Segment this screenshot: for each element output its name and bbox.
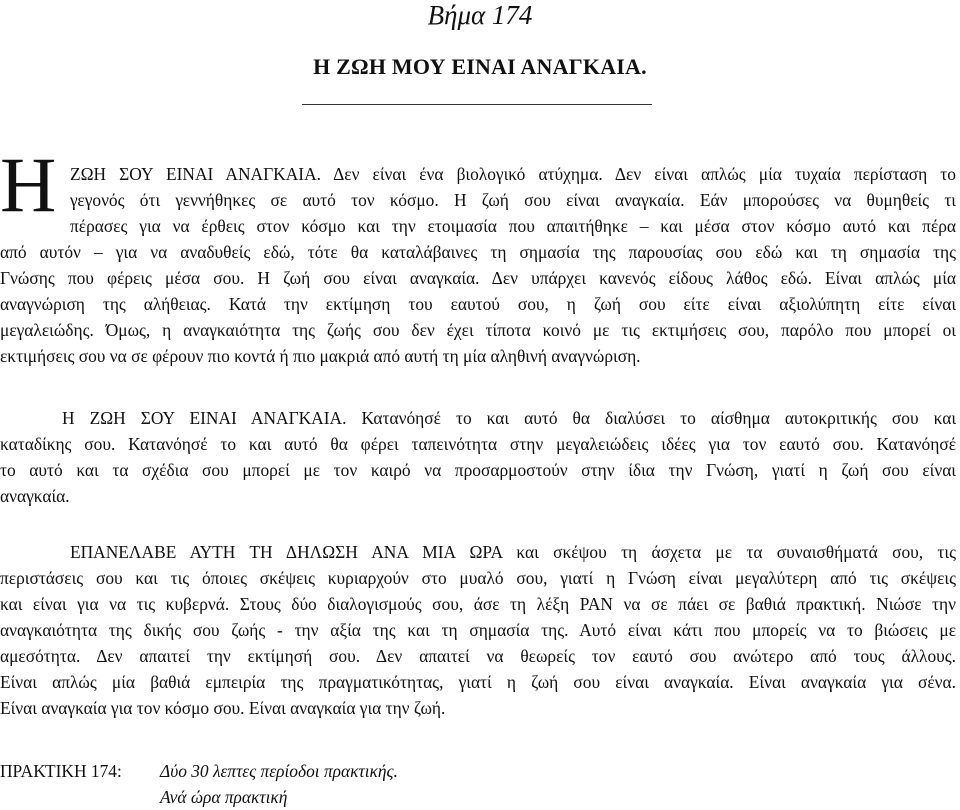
paragraph-line: καταδίκης σου. Κατανόησέ το και αυτό θα φέρει ταπεινότητα στην μεγαλειώδεις ιδέες για τον εαυτό σου. Κατανόησέ — [0, 434, 956, 454]
paragraph-line: από αυτόν – για να αναδυθείς εδώ, τότε θα καταλάβαινες τη σημασία της παρουσίας σου εδώ και τη σημασία της — [0, 242, 956, 262]
title-underline — [302, 104, 652, 105]
paragraph-2 — [0, 405, 960, 509]
paragraph-line: πέρασες για να έρθεις στον κόσμο και την ετοιμασία που απαιτήθηκε – και μέσα στον κόσμο αυτό και πέρα — [70, 216, 956, 236]
paragraph-line: αμεσότητα. Δεν απαιτεί την εκτίμησή σου. Δεν απαιτεί να θεωρείς τον εαυτό σου ανώτερο από τους άλλους. — [0, 646, 956, 666]
paragraph-line: το αυτό και τα σχέδια σου μπορεί με τον καιρό να προσαρμοστούν στην ίδια την Γνώση, γιατί η ζωή σου είναι — [0, 460, 956, 480]
main-title: Η ΖΩΗ ΜΟΥ ΕΙΝΑΙ ΑΝΑΓΚΑΙΑ. — [313, 54, 647, 79]
practice-label: ΠΡΑΚΤΙΚΗ 174: — [0, 761, 122, 781]
paragraph-line: ΕΠΑΝΕΛΑΒΕ ΑΥΤΗ ΤΗ ΔΗΛΩΣΗ ΑΝΑ ΜΙΑ ΩΡΑ και σκέψου τη άσχετα με τα συναισθήματά σου, τις — [70, 542, 956, 562]
paragraph-line: και είναι για να τις κυβερνά. Στους δύο διαλογισμούς σου, άσε τη λέξη ΡΑΝ να σε πάει σε βαθιά πρακτική. Νιώσε την — [0, 594, 956, 614]
practice-block — [0, 758, 960, 810]
paragraph-line: Γνώσης που φέρεις μέσα σου. Η ζωή σου είναι αναγκαία. Δεν υπάρχει κανενός είδους λάθος εδώ. Είναι απλώς μία — [0, 268, 956, 288]
paragraph-line: ΖΩΗ ΣΟΥ ΕΙΝΑΙ ΑΝΑΓΚΑΙΑ. Δεν είναι ένα βιολογικό ατύχημα. Δεν είναι απλώς μία τυχαία περίσταση το — [70, 164, 956, 184]
paragraph-3 — [0, 539, 960, 721]
practice-line-2: Ανά ώρα πρακτική — [160, 787, 288, 807]
paragraph-line: αναγκαιότητα της δικής σου ζωής - την αξία της και τη σημασία της. Αυτό είναι κάτι που μπορείς να το βιώσεις με — [0, 620, 956, 640]
step-title: Βήμα 174 — [427, 0, 533, 30]
paragraph-line: Είναι απλώς μία βαθιά εμπειρία της πραγματικότητας, γιατί η ζωή σου είναι αναγκαία. Είναι αναγκαία για σένα. — [0, 672, 956, 692]
paragraph-line: Η ΖΩΗ ΣΟΥ ΕΙΝΑΙ ΑΝΑΓΚΑΙΑ. Κατανόησέ το και αυτό θα διαλύσει το αίσθημα αυτοκριτικής σου και — [62, 408, 956, 428]
paragraph-line: μεγαλειώδης. Όμως, η αναγκαιότητα της ζωής σου δεν έχει τίποτα κοινό με τις εκτιμήσεις σου, παρόλο που μπορεί οι — [0, 320, 956, 340]
paragraph-line: γεγονός ότι γεννήθηκες σε αυτό τον κόσμο. Η ζωή σου είναι αναγκαία. Εάν μπορούσες να θυμηθείς τι — [70, 190, 956, 210]
paragraph-line: αναγκαία. — [0, 486, 70, 506]
paragraph-line: περιστάσεις σου και τις όποιες σκέψεις κυριαρχούν στο μυαλό σου, γιατί η Γνώση είναι μεγαλύτερη από τις σκέψεις — [0, 568, 956, 588]
paragraph-1 — [0, 161, 960, 369]
paragraph-line: εκτιμήσεις σου να σε φέρουν πιο κοντά ή πιο μακριά από αυτή τη μία αληθινή αναγνώριση. — [0, 346, 641, 366]
paragraph-line: αναγνώριση της αλήθειας. Κατά την εκτίμηση του εαυτού σου, η ζωή σου είτε είναι αξιολύπητη είτε είναι — [0, 294, 956, 314]
drop-cap: Η — [0, 141, 57, 228]
practice-line-1: Δύο 30 λεπτες περίοδοι πρακτικής. — [160, 761, 398, 781]
paragraph-line: Είναι αναγκαία για τον κόσμο σου. Είναι αναγκαία για την ζωή. — [0, 698, 446, 718]
